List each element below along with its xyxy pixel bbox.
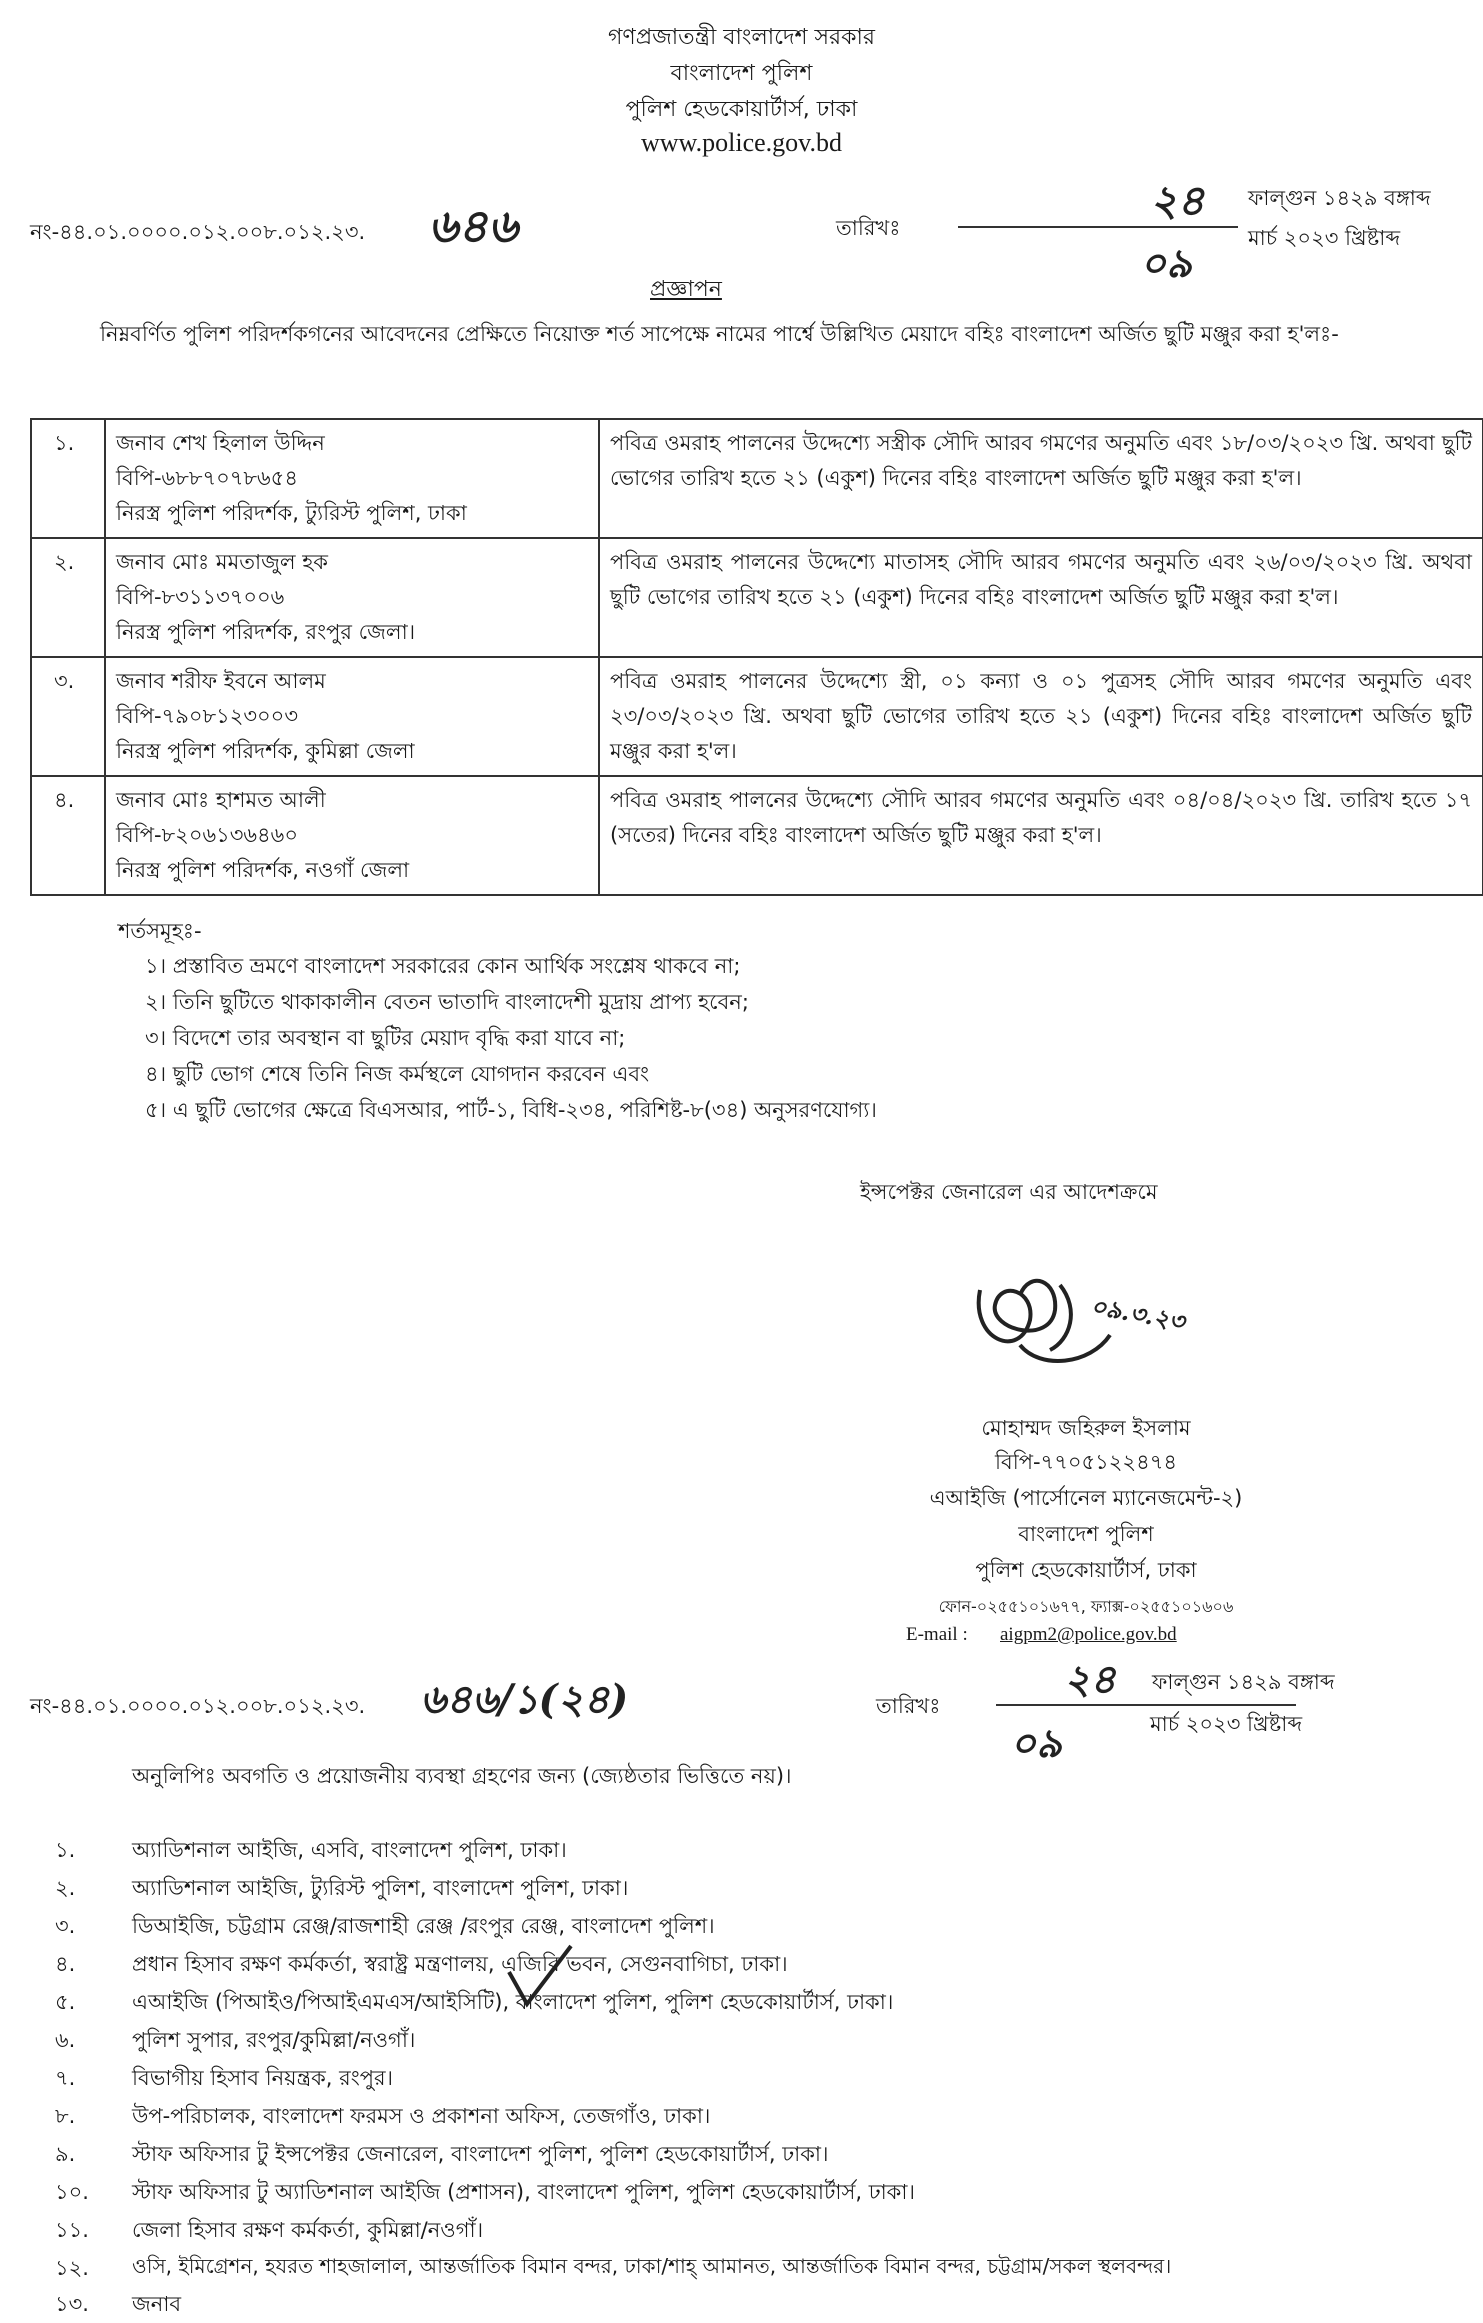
- condition-item: ৫। এ ছুটি ভোগের ক্ষেত্রে বিএসআর, পার্ট-১, বিধি-২৩৪, পরিশিষ্ট-৮(৩৪) অনুসরণযোগ্য।: [145, 1098, 877, 1122]
- officer-name: জনাব মোঃ হাশমত আলী: [116, 788, 326, 812]
- memo-date-day-bangla: ২৪: [1150, 176, 1205, 225]
- copy-date-english: মার্চ ২০২৩ খ্রিষ্টাব্দ: [1150, 1712, 1303, 1736]
- copy-date-label: তারিখঃ: [876, 1694, 941, 1718]
- copy-recipient: ওসি, ইমিগ্রেশন, হযরত শাহজালাল, আন্তর্জাতিক বিমান বন্দর, ঢাকা/শাহ্ আমানত, আন্তর্জাতিক বিমান বন্দর, চট্টগ্রাম/সকল স্থলবন্দর।: [132, 2254, 1172, 2278]
- header-org: বাংলাদেশ পুলিশ: [670, 61, 813, 86]
- copy-number: ১০.: [55, 2180, 89, 2204]
- leave-detail: পবিত্র ওমরাহ পালনের উদ্দেশ্যে সৌদি আরব গমণের অনুমতি এবং ০৪/০৪/২০২৩ খ্রি. তারিখ হতে ১৭ (সতের) দিনের বহিঃ বাংলাদেশ অর্জিত ছুটি মঞ্জুর করা হ'ল।: [599, 776, 1483, 895]
- officer-name: জনাব মোঃ মমতাজুল হক: [116, 550, 328, 574]
- copy-recipient: পুলিশ সুপার, রংপুর/কুমিল্লা/নওগাঁ।: [132, 2028, 416, 2052]
- copy-number: ২.: [55, 1876, 76, 1900]
- memo-date-bangla: ফাল্গুন ১৪২৯ বঙ্গাব্দ: [1248, 186, 1431, 210]
- signer-org: বাংলাদেশ পুলিশ: [1018, 1522, 1154, 1546]
- condition-item: ৩। বিদেশে তার অবস্থান বা ছুটির মেয়াদ বৃদ্ধি করা যাবে না;: [145, 1026, 626, 1050]
- copy-recipient: স্টাফ অফিসার টু অ্যাডিশনাল আইজি (প্রশাসন), বাংলাদেশ পুলিশ, পুলিশ হেডকোয়ার্টার্স, ঢাকা।: [132, 2180, 915, 2204]
- memo-date-english: মার্চ ২০২৩ খ্রিষ্টাব্দ: [1248, 226, 1401, 250]
- order-line: ইন্সপেক্টর জেনারেল এর আদেশক্রমে: [860, 1180, 1158, 1204]
- officer-bp: বিপি-৮৩১১৩৭০০৬: [116, 585, 285, 609]
- leave-table: [30, 418, 1483, 896]
- signature-date: ০৯.৩.২৩: [1088, 1291, 1187, 1337]
- officer-name: জনাব শেখ হিলাল উদ্দিন: [116, 431, 325, 455]
- memo-date-day-english: ০৯: [1140, 240, 1192, 287]
- officer-info: [105, 419, 599, 538]
- officer-name: জনাব শরীফ ইবনে আলম: [116, 669, 326, 693]
- officer-info: [105, 538, 599, 657]
- row-number: ৩.: [31, 657, 105, 776]
- row-number: ২.: [31, 538, 105, 657]
- copy-date-day-bangla: ২৪: [1064, 1656, 1116, 1703]
- copy-recipient: অ্যাডিশনাল আইজি, ট্যুরিস্ট পুলিশ, বাংলাদেশ পুলিশ, ঢাকা।: [132, 1876, 629, 1900]
- table-row: [31, 776, 1483, 895]
- copy-memo-number: নং-৪৪.০১.০০০০.০১২.০০৮.০১২.২৩.: [30, 1694, 366, 1718]
- signer-office: পুলিশ হেডকোয়ার্টার্স, ঢাকা: [975, 1558, 1197, 1582]
- header-govt: গণপ্রজাতন্ত্রী বাংলাদেশ সরকার: [607, 25, 876, 50]
- copy-recipient: ডিআইজি, চট্টগ্রাম রেঞ্জ/রাজশাহী রেঞ্জ /রংপুর রেঞ্জ, বাংলাদেশ পুলিশ।: [132, 1914, 715, 1938]
- signer-email: aigpm2@police.gov.bd: [1000, 1624, 1177, 1645]
- officer-bp: বিপি-৭৯০৮১২৩০০৩: [116, 704, 298, 728]
- copy-number: ১২.: [55, 2256, 89, 2280]
- table-row: [31, 538, 1483, 657]
- officer-bp: বিপি-৬৮৮৭০৭৮৬৫৪: [116, 466, 298, 490]
- copy-number: ১.: [55, 1838, 76, 1862]
- leave-detail: পবিত্র ওমরাহ পালনের উদ্দেশ্যে মাতাসহ সৌদি আরব গমণের অনুমতি এবং ২৬/০৩/২০২৩ খ্রি. অথবা ছুটি ভোগের তারিখ হতে ২১ (একুশ) দিনের বহিঃ বাংলাদেশ অর্জিত ছুটি মঞ্জুর করা হ'ল।: [599, 538, 1483, 657]
- copies-intro: অনুলিপিঃ অবগতি ও প্রয়োজনীয় ব্যবস্থা গ্রহণের জন্য (জ্যেষ্ঠতার ভিত্তিতে নয়)।: [132, 1764, 792, 1788]
- officer-designation: নিরস্ত্র পুলিশ পরিদর্শক, নওগাঁ জেলা: [116, 858, 410, 882]
- copy-recipient: উপ-পরিচালক, বাংলাদেশ ফরমস ও প্রকাশনা অফিস, তেজগাঁও, ঢাকা।: [132, 2104, 711, 2128]
- copy-recipient: স্টাফ অফিসার টু ইন্সপেক্টর জেনারেল, বাংলাদেশ পুলিশ, পুলিশ হেডকোয়ার্টার্স, ঢাকা।: [132, 2142, 829, 2166]
- condition-item: ২। তিনি ছুটিতে থাকাকালীন বেতন ভাতাদি বাংলাদেশী মুদ্রায় প্রাপ্য হবেন;: [145, 990, 749, 1014]
- leave-detail: পবিত্র ওমরাহ পালনের উদ্দেশ্যে স্ত্রী, ০১ কন্যা ও ০১ পুত্রসহ সৌদি আরব গমণের অনুমতি এবং ২৩/০৩/২০২৩ খ্রি. অথবা ছুটি ভোগের তারিখ হতে ২১ (একুশ) দিনের বহিঃ বাংলাদেশ অর্জিত ছুটি মঞ্জুর করা হ'ল।: [599, 657, 1483, 776]
- copy-date-underline: [996, 1704, 1296, 1706]
- copy-number: ৫.: [55, 1990, 76, 2014]
- memo-number: নং-৪৪.০১.০০০০.০১২.০০৮.০১২.২৩.: [30, 220, 366, 244]
- notice-intro: নিম্নবর্ণিত পুলিশ পরিদর্শকগনের আবেদনের প্রেক্ষিতে নিয়োক্ত শর্ত সাপেক্ষে নামের পার্শ্বে উল্লিখিত মেয়াদে বহিঃ বাংলাদেশ অর্জিত ছুটি মঞ্জুর করা হ'লঃ-: [100, 322, 1339, 346]
- signer-email-label: E-mail :: [906, 1624, 968, 1645]
- header-office: পুলিশ হেডকোয়ার্টার্স, ঢাকা: [625, 97, 858, 122]
- copy-recipient: এআইজি (পিআইও/পিআইএমএস/আইসিটি), বাংলাদেশ পুলিশ, পুলিশ হেডকোয়ার্টার্স, ঢাকা।: [132, 1990, 894, 2014]
- checkmark-icon: [505, 1942, 575, 2012]
- officer-bp: বিপি-৮২০৬১৩৬৪৬০: [116, 823, 298, 847]
- signer-name: মোহাম্মদ জহিরুল ইসলাম: [981, 1416, 1191, 1440]
- officer-info: [105, 657, 599, 776]
- signer-phone: ফোন-০২৫৫১০১৬৭৭, ফ্যাক্স-০২৫৫১০১৬০৬: [938, 1597, 1234, 1616]
- table-row: [31, 419, 1483, 538]
- copy-memo-number-handwritten: ৬৪৬/১(২৪): [420, 1676, 629, 1723]
- table-row: [31, 657, 1483, 776]
- copy-recipient: জেলা হিসাব রক্ষণ কর্মকর্তা, কুমিল্লা/নওগাঁ।: [132, 2218, 484, 2242]
- row-number: ১.: [31, 419, 105, 538]
- condition-item: ১। প্রস্তাবিত ভ্রমণে বাংলাদেশ সরকারের কোন আর্থিক সংশ্লেষ থাকবে না;: [145, 954, 741, 978]
- copy-number: ৬.: [55, 2028, 76, 2052]
- header-website: www.police.gov.bd: [641, 128, 842, 157]
- copy-date-bangla: ফাল্গুন ১৪২৯ বঙ্গাব্দ: [1152, 1670, 1335, 1694]
- copy-number: ৩.: [55, 1914, 76, 1938]
- copy-number: ১১.: [55, 2218, 89, 2242]
- officer-designation: নিরস্ত্র পুলিশ পরিদর্শক, রংপুর জেলা।: [116, 620, 416, 644]
- signer-bp: বিপি-৭৭০৫১২২৪৭৪: [995, 1450, 1177, 1474]
- copy-number: ৯.: [55, 2142, 76, 2166]
- copy-date-day-english: ০৯: [1010, 1720, 1062, 1767]
- officer-designation: নিরস্ত্র পুলিশ পরিদর্শক, ট্যুরিস্ট পুলিশ, ঢাকা: [116, 501, 467, 525]
- copy-number: ৭.: [55, 2066, 76, 2090]
- leave-detail: পবিত্র ওমরাহ পালনের উদ্দেশ্যে সস্ত্রীক সৌদি আরব গমণের অনুমতি এবং ১৮/০৩/২০২৩ খ্রি. অথবা ছুটি ভোগের তারিখ হতে ২১ (একুশ) দিনের বহিঃ বাংলাদেশ অর্জিত ছুটি মঞ্জুর করা হ'ল।: [599, 419, 1483, 538]
- copy-recipient: বিভাগীয় হিসাব নিয়ন্ত্রক, রংপুর।: [132, 2066, 394, 2090]
- signer-designation: এআইজি (পার্সোনেল ম্যানেজমেন্ট-২): [929, 1486, 1243, 1510]
- officer-designation: নিরস্ত্র পুলিশ পরিদর্শক, কুমিল্লা জেলা: [116, 739, 415, 763]
- officer-info: [105, 776, 599, 895]
- copy-number: ৮.: [55, 2104, 76, 2128]
- condition-item: ৪। ছুটি ভোগ শেষে তিনি নিজ কর্মস্থলে যোগদান করবেন এবং: [145, 1062, 650, 1086]
- copy-number: ১৩.: [55, 2292, 89, 2316]
- copy-number: ৪.: [55, 1952, 76, 1976]
- copy-recipient: প্রধান হিসাব রক্ষণ কর্মকর্তা, স্বরাষ্ট্র মন্ত্রণালয়, এজিবি ভবন, সেগুনবাগিচা, ঢাকা।: [132, 1952, 788, 1976]
- copy-recipient: জনাব: [132, 2292, 182, 2316]
- conditions-title: শর্তসমূহঃ-: [118, 919, 202, 943]
- copy-recipient: অ্যাডিশনাল আইজি, এসবি, বাংলাদেশ পুলিশ, ঢাকা।: [132, 1838, 567, 1862]
- notice-title: প্রজ্ঞাপন: [650, 277, 722, 302]
- memo-date-label: তারিখঃ: [836, 216, 901, 240]
- memo-number-handwritten: ৬৪৬: [428, 199, 518, 253]
- row-number: ৪.: [31, 776, 105, 895]
